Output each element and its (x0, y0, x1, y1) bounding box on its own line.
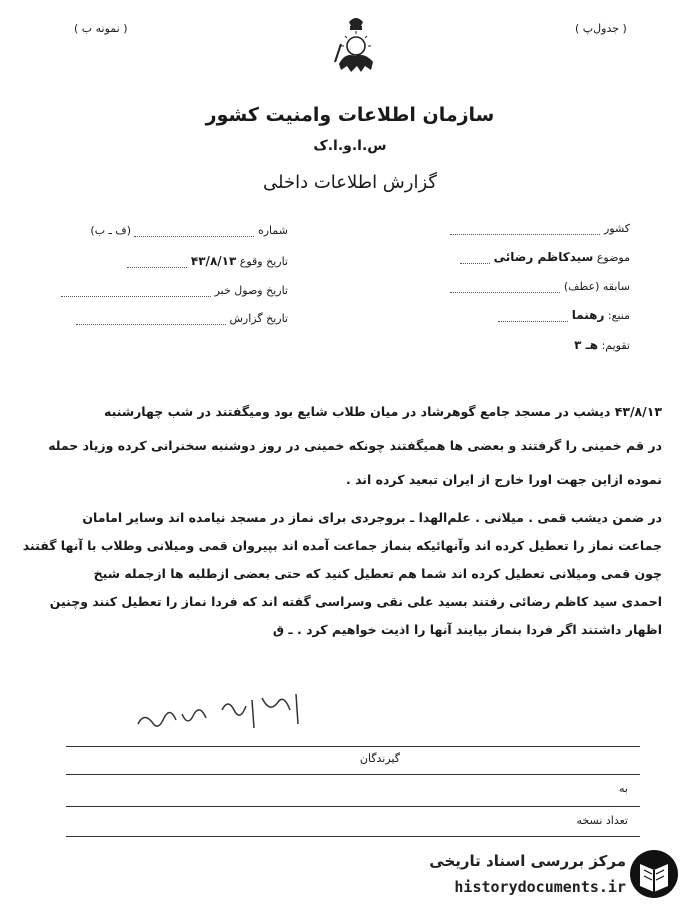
receipt-date-field (61, 284, 288, 297)
source-field: منبع: رهنما (498, 308, 630, 322)
body-line: ۴۳/۸/۱۳ دیشب در مسجد جامع گوهرشاد در میان طلاب شایع بود ومیگفتند در شب چهارشنبه (104, 404, 662, 419)
copies-label: تعداد نسخه (576, 814, 628, 827)
receipt-date-label: تاریخ وصول خبر (214, 284, 288, 297)
number-field (90, 224, 288, 237)
background-field (450, 280, 630, 293)
lion-and-sun-emblem-icon (331, 14, 381, 76)
receivers-label: گیرندگان (359, 752, 400, 765)
source-value: رهنما (571, 308, 605, 322)
country-label: کشور (603, 222, 630, 235)
background-dots (450, 282, 560, 293)
body-line: جماعت نماز را تعطیل کرده اند وآنهائیکه بنماز جماعت آمده اند بپیروان قمی ومیلانی وطلاب با آنها گفتند (22, 538, 662, 553)
event-date-label: تاریخ وقوع (239, 255, 288, 268)
subject-value: سیدکاظم رضائی (493, 250, 594, 264)
organization-code: س.ا.و.ا.ک (313, 138, 387, 154)
body-line: نموده ازاین جهت اورا خارج از ایران تبعید کرده اند . (345, 472, 662, 487)
body-line: احمدی سید کاظم رضائی رفتند بسید علی نقی وسراسی گفته اند که فردا نماز را تعطیل کنند وچنین (49, 594, 662, 609)
receipt-date-dots (61, 286, 211, 297)
country-field (450, 222, 630, 235)
form-type-label: ( نمونه ب ) (74, 22, 128, 35)
body-line: چون قمی ومیلانی تعطیل کرده اند شما هم تعطیل کنید که حتی بعضی ازطلبه ها ازجمله شیخ (93, 566, 662, 581)
report-date-label: تاریخ گزارش (229, 312, 288, 325)
event-date-value: ۴۳/۸/۱۳ (190, 254, 237, 268)
number-value: (ف ـ ب) (90, 224, 131, 237)
archive-url[interactable]: historydocuments.ir (454, 878, 626, 896)
subject-dots (460, 253, 490, 264)
background-label: سابقه (عطف) (563, 280, 630, 293)
rating-field: تقویم: هـ ۳ (574, 338, 630, 352)
number-dots (134, 226, 254, 237)
rating-label: تقویم (605, 339, 630, 352)
divider (66, 774, 640, 775)
divider (66, 806, 640, 807)
subject-label: موضوع (596, 251, 630, 264)
source-dots (498, 311, 568, 322)
body-line: در قم خمینی را گرفتند و بعضی ها همیگفتند چونکه خمینی در روز دوشنبه سخنرانی کرده وزیاد حمله (48, 438, 662, 453)
divider (66, 746, 640, 747)
body-line: در ضمن دیشب قمی . میلانی . علم‌الهدا ـ بروجردی برای نماز در مسجد نیامده اند وسایر امامان (82, 510, 662, 525)
report-date-dots (76, 314, 226, 325)
report-title: گزارش اطلاعات داخلی (263, 172, 437, 193)
event-date-dots (127, 257, 187, 268)
event-date-field (127, 254, 288, 268)
body-line: اظهار داشتند اگر فردا بنماز بیایند آنها را اذیت خواهیم کرد . ـ ق (272, 622, 662, 637)
country-dots (450, 224, 600, 235)
handwritten-annotation (130, 684, 310, 744)
rating-value: هـ ۳ (574, 338, 599, 352)
number-label: شماره (257, 224, 288, 237)
to-label: به (619, 782, 628, 795)
organization-name: سازمان اطلاعات وامنیت کشور (205, 104, 495, 126)
divider (66, 836, 640, 837)
archive-name: مرکز بررسی اسناد تاریخی (429, 852, 626, 870)
source-label: منبع (611, 309, 630, 322)
report-date-field (76, 312, 288, 325)
subject-field (460, 250, 630, 264)
table-label: ( جدول‌پ ) (575, 22, 627, 35)
book-logo-icon (628, 848, 680, 900)
